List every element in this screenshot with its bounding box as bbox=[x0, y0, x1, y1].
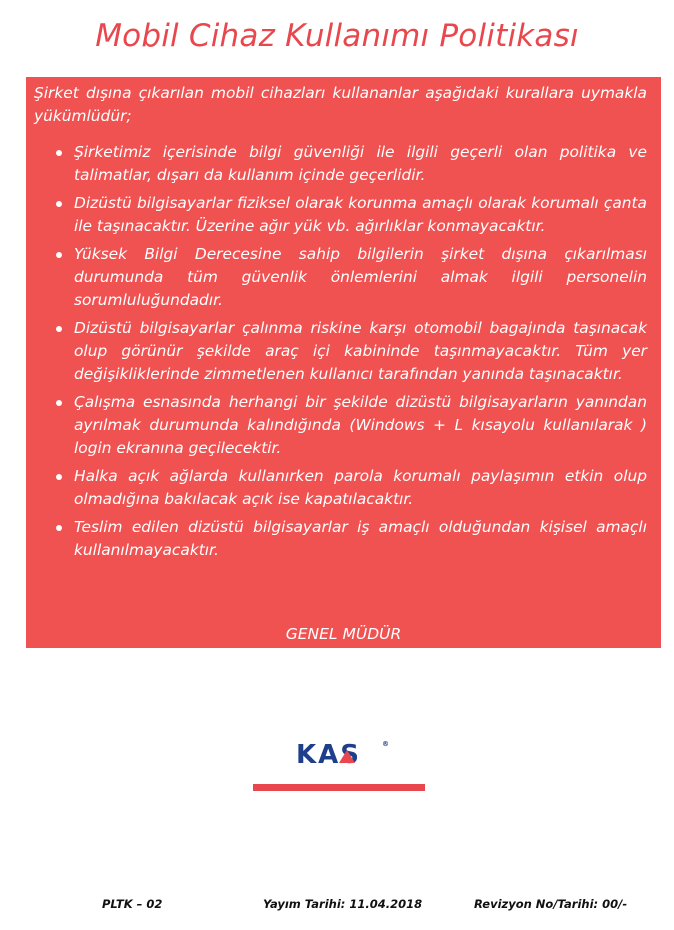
rule-text: Teslim edilen dizüstü bilgisayarlar iş amaçlı olduğundan kişisel amaçlı kullanılmayacaktır. bbox=[74, 518, 647, 559]
bullet-icon bbox=[56, 474, 62, 480]
rule-text: Çalışma esnasında herhangi bir şekilde dizüstü bilgisayarların yanından ayrılmak durumunda kalındığında (Windows + L kısayolu kullanılarak ) login ekranına geçilecektir. bbox=[74, 393, 647, 457]
rule-item bbox=[34, 391, 647, 460]
rule-text: Halka açık ağlarda kullanırken parola korumalı paylaşımın etkin olup olmadığına bakılacak açık ise kapatılacaktır. bbox=[74, 467, 647, 508]
rule-item bbox=[34, 243, 647, 312]
rule-item bbox=[34, 465, 647, 511]
bullet-icon bbox=[56, 150, 62, 156]
rule-text: Şirketimiz içerisinde bilgi güvenliği ile ilgili geçerli olan politika ve talimatlar, dışarı da kullanım içinde geçerlidir. bbox=[74, 143, 647, 184]
rule-text: Dizüstü bilgisayarlar çalınma riskine karşı otomobil bagajında taşınacak olup görünür şekilde araç içi kabininde taşınmayacaktır. Tüm yer değişikliklerinde zimmetlenen kullanıcı tarafından yanında taşınacaktır. bbox=[74, 319, 647, 383]
signature: GENEL MÜDÜR bbox=[285, 625, 402, 643]
publish-date: Yayım Tarihi: 11.04.2018 bbox=[263, 897, 423, 911]
document-footer bbox=[0, 897, 674, 915]
bullet-icon bbox=[56, 525, 62, 531]
rules-list bbox=[34, 141, 647, 562]
bullet-icon bbox=[56, 326, 62, 332]
bullet-icon bbox=[56, 201, 62, 207]
bullet-icon bbox=[56, 400, 62, 406]
logo-underline bbox=[253, 784, 425, 791]
intro-text: Şirket dışına çıkarılan mobil cihazları kullananlar aşağıdaki kurallara uymakla yükümlüdür; bbox=[34, 84, 647, 125]
rule-item bbox=[34, 317, 647, 386]
logo-triangle-icon bbox=[339, 750, 355, 763]
policy-panel bbox=[26, 77, 661, 648]
rule-text: Dizüstü bilgisayarlar fiziksel olarak korunma amaçlı olarak korumalı çanta ile taşınacaktır. Üzerine ağır yük vb. ağırlıklar konmayacaktır. bbox=[74, 194, 647, 235]
document-code: PLTK – 02 bbox=[102, 897, 163, 911]
rule-item bbox=[34, 141, 647, 187]
rule-text: Yüksek Bilgi Derecesine sahip bilgilerin şirket dışına çıkarılması durumunda tüm güvenlik önlemlerini almak ilgili personelin sorumluluğundadır. bbox=[74, 245, 647, 309]
registered-mark: ® bbox=[382, 740, 391, 748]
document-title: Mobil Cihaz Kullanımı Politikası bbox=[95, 18, 579, 54]
bullet-icon bbox=[56, 252, 62, 258]
rule-item bbox=[34, 516, 647, 562]
revision-info: Revizyon No/Tarihi: 00/- bbox=[474, 897, 628, 911]
rule-item bbox=[34, 192, 647, 238]
logo-text: KAS bbox=[296, 740, 361, 770]
